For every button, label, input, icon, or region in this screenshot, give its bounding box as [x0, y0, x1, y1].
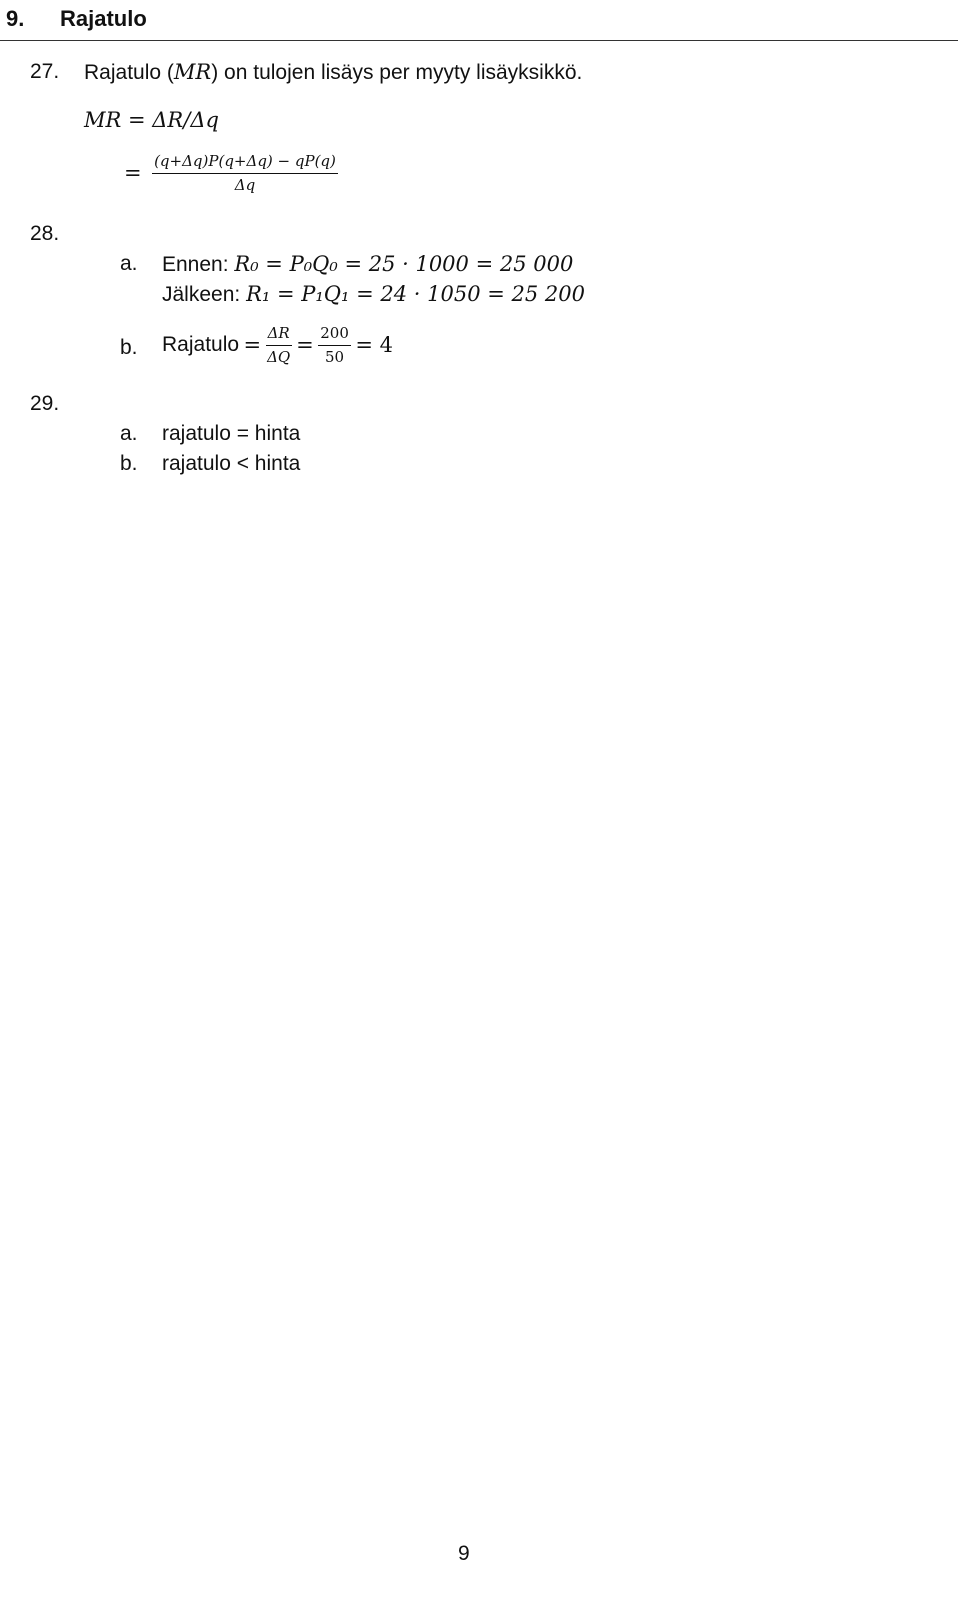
q27-formula-denominator: Δq	[234, 176, 256, 194]
section-heading	[0, 6, 958, 41]
q29-b-label: b.	[120, 452, 138, 475]
section-number: 9.	[6, 6, 25, 31]
q27-number: 27.	[30, 60, 60, 83]
q28-a-line	[162, 252, 573, 277]
q28-b-label: b.	[120, 336, 138, 359]
q28-a-word: Ennen:	[162, 253, 229, 276]
q28-b-num2: 200	[318, 324, 351, 346]
q29-b-text: rajatulo < hinta	[162, 452, 301, 475]
q28-b-fraction2	[318, 324, 351, 366]
q28-b-fraction1	[266, 324, 292, 366]
q28-b-eq1: =	[243, 333, 262, 357]
q28-b-line	[162, 324, 393, 366]
q27-formula-line2	[124, 152, 338, 194]
q28-b-result: = 4	[355, 333, 393, 357]
page-number: 9	[458, 1542, 470, 1565]
q29-a-text: rajatulo = hinta	[162, 422, 301, 445]
q28-b-den2: 50	[325, 348, 345, 366]
q27-formula-numerator: (q+Δq)P(q+Δq) − qP(q)	[152, 152, 338, 174]
q27-formula-fraction	[152, 152, 338, 194]
q28-a2-formula: R₁ = P₁Q₁ = 24 · 1050 = 25 200	[246, 282, 585, 306]
q27-text-before: Rajatulo (	[84, 61, 174, 84]
q28-a-formula: R₀ = P₀Q₀ = 25 · 1000 = 25 000	[234, 252, 574, 276]
q28-b-word: Rajatulo	[162, 333, 240, 356]
q27-symbol: MR	[173, 60, 212, 84]
q28-a2-word: Jälkeen:	[162, 283, 241, 306]
q28-b-den1: ΔQ	[267, 348, 291, 366]
q28-b-eq2: =	[296, 333, 314, 357]
q28-a2-line	[162, 282, 585, 307]
q27-text-after: ) on tulojen lisäys per myyty lisäyksikkö.	[211, 61, 583, 84]
section-title: Rajatulo	[60, 6, 147, 31]
q27-formula-line1: MR = ΔR/Δq	[84, 108, 219, 132]
q28-b-num1: ΔR	[266, 324, 292, 346]
q27-formula-eq: =	[124, 161, 142, 185]
q28-number: 28.	[30, 222, 60, 245]
q27-text	[84, 60, 582, 85]
q28-a-label: a.	[120, 252, 138, 275]
q29-number: 29.	[30, 392, 60, 415]
q29-a-label: a.	[120, 422, 138, 445]
